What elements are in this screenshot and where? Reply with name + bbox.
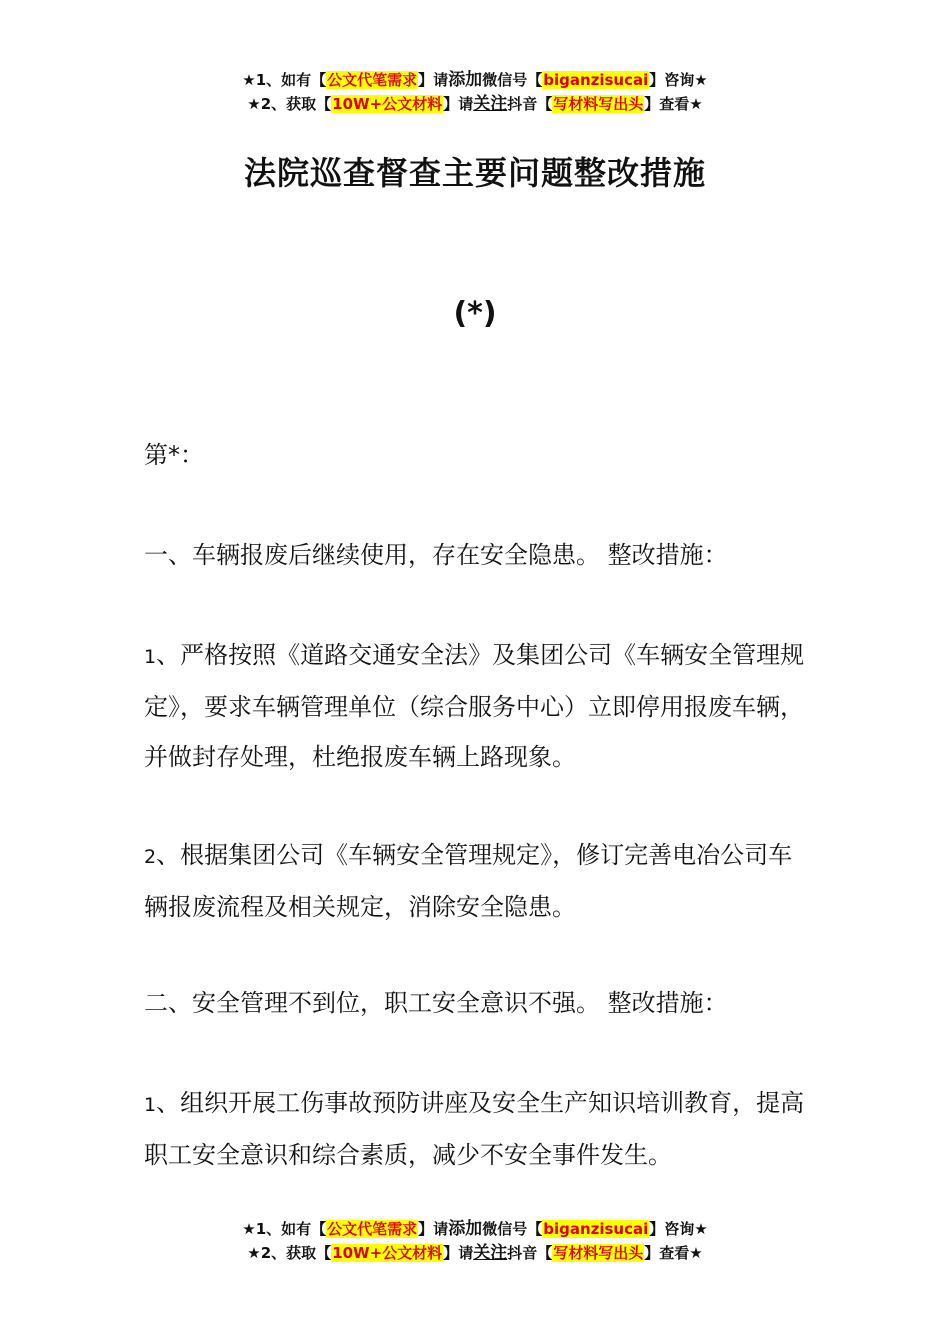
item-number: 2 [144, 846, 157, 868]
promo-text: 】请 [418, 71, 449, 89]
promo-highlight: 10W+公文材料 [332, 95, 443, 113]
promo-text: ★2、获取【 [247, 95, 332, 113]
promo-emphasis: 关注 [473, 94, 508, 114]
document-title: 法院巡查督查主要问题整改措施 [243, 154, 706, 192]
item-text: 、组织开展工伤事故预防讲座及安全生产知识培训教育，提高职工安全意识和综合素质，减少不安全事件发生。 [144, 1089, 805, 1169]
item-text: 、严格按照《道路交通安全法》及集团公司《车辆安全管理规定》，要求车辆管理单位（综合服务中心）立即停用报废车辆，并做封存处理，杜绝报废车辆上路现象。 [144, 641, 805, 771]
section-heading-2: 二、安全管理不到位，职工安全意识不强。 整改措施： [144, 989, 728, 1017]
promo-text: 】查看★ [644, 95, 703, 113]
item-text: 、根据集团公司《车辆安全管理规定》，修订完善电冶公司车辆报废流程及相关规定，消除安全隐患。 [144, 841, 793, 921]
promo-highlight: 10W+公文材料 [332, 1244, 443, 1262]
promo-banner-bottom [0, 1217, 950, 1265]
list-item [144, 630, 814, 782]
promo-text: 微信号【 [482, 1220, 543, 1238]
list-item [144, 830, 814, 932]
promo-text: ★1、如有【 [242, 1220, 327, 1238]
promo-text: 】请 [443, 1244, 474, 1262]
promo-text: ★2、获取【 [247, 1244, 332, 1262]
item-number: 1 [144, 646, 157, 668]
promo-line-2 [0, 92, 950, 116]
promo-line-1 [0, 68, 950, 92]
promo-line-2 [0, 1241, 950, 1265]
document-label: 第*： [144, 441, 204, 469]
list-item [144, 1078, 814, 1180]
promo-emphasis: 关注 [473, 1243, 508, 1263]
promo-banner-top [0, 68, 950, 116]
promo-emphasis: 添加 [448, 70, 483, 90]
promo-text: 】查看★ [644, 1244, 703, 1262]
promo-wechat-id: biganzisucai [543, 71, 649, 89]
section-heading-1: 一、车辆报废后继续使用，存在安全隐患。 整改措施： [144, 541, 728, 569]
document-subtitle: (*) [453, 296, 497, 331]
promo-text: 】请 [443, 95, 474, 113]
promo-text: 】咨询★ [649, 71, 708, 89]
promo-text: 】咨询★ [649, 1220, 708, 1238]
promo-line-1 [0, 1217, 950, 1241]
promo-text: 】请 [418, 1220, 449, 1238]
promo-douyin-id: 写材料写出头 [553, 95, 644, 113]
promo-emphasis: 添加 [448, 1219, 483, 1239]
item-number: 1 [144, 1094, 157, 1116]
promo-text: 抖音【 [507, 95, 553, 113]
promo-highlight: 公文代笔需求 [327, 71, 418, 89]
promo-text: 抖音【 [507, 1244, 553, 1262]
promo-douyin-id: 写材料写出头 [553, 1244, 644, 1262]
promo-wechat-id: biganzisucai [543, 1220, 649, 1238]
promo-text: ★1、如有【 [242, 71, 327, 89]
promo-highlight: 公文代笔需求 [327, 1220, 418, 1238]
promo-text: 微信号【 [482, 71, 543, 89]
